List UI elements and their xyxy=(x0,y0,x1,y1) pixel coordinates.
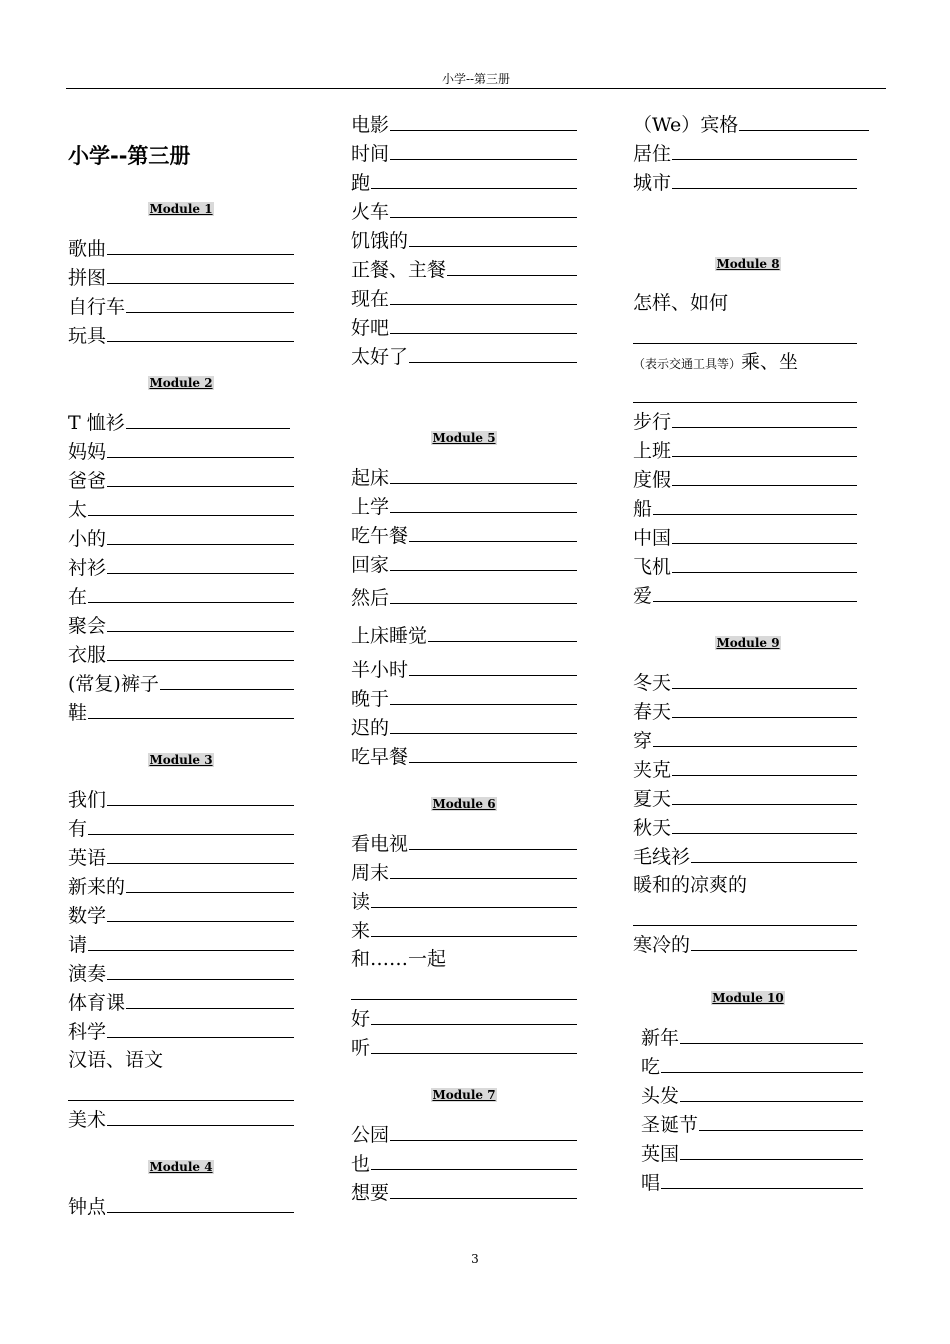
vocab-row: 想要 xyxy=(351,1178,577,1207)
answer-blank[interactable] xyxy=(428,621,577,642)
vocab-row: 小的 xyxy=(68,524,294,553)
vocab-row: 迟的 xyxy=(351,713,577,742)
vocab-row: 城市 xyxy=(633,168,863,197)
vocab-row: (常复)裤子 xyxy=(68,669,294,698)
answer-blank[interactable] xyxy=(661,1052,863,1073)
answer-blank[interactable] xyxy=(672,407,857,428)
vocab-row: 美术 xyxy=(68,1105,294,1134)
vocab-row: T 恤衫 xyxy=(68,408,294,437)
answer-blank[interactable] xyxy=(351,974,577,1000)
answer-blank[interactable] xyxy=(672,465,857,486)
answer-blank[interactable] xyxy=(680,1081,863,1102)
vocab-row: 我们 xyxy=(68,785,294,814)
answer-blank[interactable] xyxy=(390,1178,577,1199)
vocab-row: 半小时 xyxy=(351,655,577,684)
answer-blank[interactable] xyxy=(107,901,294,922)
vocab-row: 夹克 xyxy=(633,755,863,784)
answer-blank[interactable] xyxy=(88,930,294,951)
vocab-row: 冬天 xyxy=(633,668,863,697)
answer-blank[interactable] xyxy=(390,550,577,571)
answer-blank[interactable] xyxy=(390,139,577,160)
vocab-row: 现在 xyxy=(351,284,577,313)
vocab-row: 新年 xyxy=(641,1023,863,1052)
vocab-row: 唱 xyxy=(641,1168,863,1197)
answer-blank[interactable] xyxy=(107,524,294,545)
vocab-row: 起床 xyxy=(351,463,577,492)
vocab-row: 太 xyxy=(68,495,294,524)
answer-blank[interactable] xyxy=(371,887,577,908)
answer-blank[interactable] xyxy=(390,713,577,734)
vocab-row: 船 xyxy=(633,494,863,523)
module-heading: Module 3 xyxy=(149,753,213,767)
vocab-row: 夏天 xyxy=(633,784,863,813)
vocab-row: 回家 xyxy=(351,550,577,579)
answer-blank[interactable] xyxy=(107,1105,294,1126)
answer-blank[interactable] xyxy=(633,318,857,344)
answer-blank[interactable] xyxy=(699,1110,863,1131)
module-heading: Module 4 xyxy=(149,1160,213,1174)
answer-blank[interactable] xyxy=(633,900,857,926)
answer-blank[interactable] xyxy=(390,492,577,513)
vocab-row: 科学 xyxy=(68,1017,294,1046)
vocab-row: 体育课 xyxy=(68,988,294,1017)
vocab-row: 火车 xyxy=(351,197,577,226)
vocab-row: 来 xyxy=(351,916,577,945)
vocab-row: 上班 xyxy=(633,436,863,465)
answer-blank[interactable] xyxy=(653,581,857,602)
vocab-row: 然后 xyxy=(351,579,577,617)
vocab-row: 和……一起 xyxy=(351,948,447,970)
module-heading: Module 1 xyxy=(149,202,213,216)
answer-blank[interactable] xyxy=(107,234,294,255)
vocab-row: 听 xyxy=(351,1033,577,1062)
vocab-row: 跑 xyxy=(351,168,577,197)
vocab-row: 吃早餐 xyxy=(351,742,577,771)
vocab-row: 妈妈 xyxy=(68,437,294,466)
answer-blank[interactable] xyxy=(672,813,857,834)
module-heading: Module 2 xyxy=(149,376,213,390)
answer-blank[interactable] xyxy=(691,930,857,951)
answer-blank[interactable] xyxy=(672,436,857,457)
vocab-row: 暖和的凉爽的 xyxy=(633,874,748,896)
vocab-row: 寒冷的 xyxy=(633,930,863,959)
answer-blank[interactable] xyxy=(371,1004,577,1025)
answer-blank[interactable] xyxy=(672,139,857,160)
answer-blank[interactable] xyxy=(107,959,294,980)
answer-blank[interactable] xyxy=(107,843,294,864)
answer-blank[interactable] xyxy=(672,523,857,544)
vocab-row: 毛线衫 xyxy=(633,842,863,871)
vocab-row: 鞋 xyxy=(68,698,294,727)
vocab-row: 晚于 xyxy=(351,684,577,713)
document-title: 小学--第三册 xyxy=(68,144,191,168)
vocab-row: 衣服 xyxy=(68,640,294,669)
vocab-row: 演奏 xyxy=(68,959,294,988)
vocab-row: 中国 xyxy=(633,523,863,552)
answer-blank[interactable] xyxy=(680,1023,863,1044)
answer-blank[interactable] xyxy=(409,655,577,676)
module-heading: Module 5 xyxy=(432,431,496,445)
vocab-row: （表示交通工具等） 乘、坐 xyxy=(633,348,863,377)
vocab-row: 衬衫 xyxy=(68,553,294,582)
page-header: 小学--第三册 xyxy=(441,72,511,86)
answer-blank[interactable] xyxy=(672,755,857,776)
answer-blank[interactable] xyxy=(88,582,294,603)
answer-blank[interactable] xyxy=(88,698,294,719)
vocab-row: 英国 xyxy=(641,1139,863,1168)
answer-blank[interactable] xyxy=(88,814,294,835)
header-rule xyxy=(66,88,886,89)
vocab-row: 看电视 xyxy=(351,829,577,858)
vocab-row: 吃 xyxy=(641,1052,863,1081)
vocab-row: 爸爸 xyxy=(68,466,294,495)
vocab-row: 居住 xyxy=(633,139,863,168)
vocab-row: 公园 xyxy=(351,1120,577,1149)
answer-blank[interactable] xyxy=(126,988,294,1009)
column-1 xyxy=(68,110,294,1221)
vocab-row: 太好了 xyxy=(351,342,577,371)
answer-blank[interactable] xyxy=(661,1168,863,1189)
vocab-row: （We）宾格 xyxy=(633,110,863,139)
answer-blank[interactable] xyxy=(390,684,577,705)
note-text: （表示交通工具等） xyxy=(633,357,742,371)
answer-blank[interactable] xyxy=(107,321,294,342)
page-number: 3 xyxy=(471,1252,479,1266)
answer-blank[interactable] xyxy=(672,552,857,573)
answer-blank[interactable] xyxy=(409,829,577,850)
answer-blank[interactable] xyxy=(107,263,294,284)
vocab-row: 爱 xyxy=(633,581,863,610)
answer-blank[interactable] xyxy=(107,437,294,458)
vocab-row: 好吧 xyxy=(351,313,577,342)
module-heading: Module 10 xyxy=(712,991,784,1005)
vocab-row: 吃午餐 xyxy=(351,521,577,550)
vocab-row: 玩具 xyxy=(68,321,294,350)
vocab-row: 拼图 xyxy=(68,263,294,292)
answer-blank[interactable] xyxy=(739,110,869,131)
vocab-row: 怎样、如何 xyxy=(633,292,729,314)
answer-blank[interactable] xyxy=(672,784,857,805)
answer-blank[interactable] xyxy=(390,197,577,218)
answer-blank[interactable] xyxy=(633,377,857,403)
answer-blank[interactable] xyxy=(390,858,577,879)
answer-blank[interactable] xyxy=(107,553,294,574)
vocab-row: 好 xyxy=(351,1004,577,1033)
vocab-row: 请 xyxy=(68,930,294,959)
answer-blank[interactable] xyxy=(680,1139,863,1160)
vocab-row: 步行 xyxy=(633,407,863,436)
module-heading: Module 7 xyxy=(432,1088,496,1102)
answer-blank[interactable] xyxy=(126,872,294,893)
answer-blank[interactable] xyxy=(371,1149,577,1170)
answer-blank[interactable] xyxy=(126,408,290,429)
vocab-row: 上学 xyxy=(351,492,577,521)
answer-blank[interactable] xyxy=(107,640,294,661)
answer-blank[interactable] xyxy=(107,1017,294,1038)
vocab-row: 也 xyxy=(351,1149,577,1178)
vocab-row: 聚会 xyxy=(68,611,294,640)
answer-blank[interactable] xyxy=(371,168,577,189)
vocab-row: 头发 xyxy=(641,1081,863,1110)
answer-blank[interactable] xyxy=(653,726,857,747)
answer-blank[interactable] xyxy=(107,466,294,487)
vocab-row: 自行车 xyxy=(68,292,294,321)
answer-blank[interactable] xyxy=(126,292,294,313)
vocab-row: 时间 xyxy=(351,139,577,168)
vocab-row: 新来的 xyxy=(68,872,294,901)
vocab-row: 钟点 xyxy=(68,1192,294,1221)
answer-blank[interactable] xyxy=(390,583,577,604)
answer-blank[interactable] xyxy=(672,697,857,718)
answer-blank[interactable] xyxy=(107,611,294,632)
column-3 xyxy=(633,110,863,1197)
answer-blank[interactable] xyxy=(409,521,577,542)
answer-blank[interactable] xyxy=(672,168,857,189)
vocab-row: 在 xyxy=(68,582,294,611)
vocab-row: 圣诞节 xyxy=(641,1110,863,1139)
answer-blank[interactable] xyxy=(371,1033,577,1054)
answer-blank[interactable] xyxy=(691,842,857,863)
answer-blank[interactable] xyxy=(390,463,577,484)
module-heading: Module 6 xyxy=(432,797,496,811)
answer-blank[interactable] xyxy=(653,494,857,515)
vocab-row: 电影 xyxy=(351,110,577,139)
answer-blank[interactable] xyxy=(107,1192,294,1213)
answer-blank[interactable] xyxy=(409,342,577,363)
vocab-row: 度假 xyxy=(633,465,863,494)
answer-blank[interactable] xyxy=(409,742,577,763)
answer-blank[interactable] xyxy=(390,313,577,334)
vocab-row: 飞机 xyxy=(633,552,863,581)
vocab-row: 穿 xyxy=(633,726,863,755)
answer-blank[interactable] xyxy=(371,916,577,937)
answer-blank[interactable] xyxy=(390,110,577,131)
vocab-row: 周末 xyxy=(351,858,577,887)
answer-blank[interactable] xyxy=(88,495,294,516)
vocab-row: 秋天 xyxy=(633,813,863,842)
answer-blank[interactable] xyxy=(68,1075,294,1101)
vocab-row: 读 xyxy=(351,887,577,916)
vocab-row: 歌曲 xyxy=(68,234,294,263)
vocab-row: 饥饿的 xyxy=(351,226,577,255)
answer-blank[interactable] xyxy=(390,1120,577,1141)
module-heading: Module 8 xyxy=(716,257,780,271)
vocab-row: 春天 xyxy=(633,697,863,726)
module-heading: Module 9 xyxy=(716,636,780,650)
answer-blank[interactable] xyxy=(107,785,294,806)
answer-blank[interactable] xyxy=(409,226,577,247)
vocab-row: 正餐、主餐 xyxy=(351,255,577,284)
vocab-row: 上床睡觉 xyxy=(351,617,577,655)
vocab-row: 有 xyxy=(68,814,294,843)
answer-blank[interactable] xyxy=(390,284,577,305)
answer-blank[interactable] xyxy=(160,669,294,690)
column-2 xyxy=(351,110,577,1207)
answer-blank[interactable] xyxy=(447,255,577,276)
vocab-row: 汉语、语文 xyxy=(68,1049,164,1071)
answer-blank[interactable] xyxy=(672,668,857,689)
vocab-row: 数学 xyxy=(68,901,294,930)
vocab-row: 英语 xyxy=(68,843,294,872)
